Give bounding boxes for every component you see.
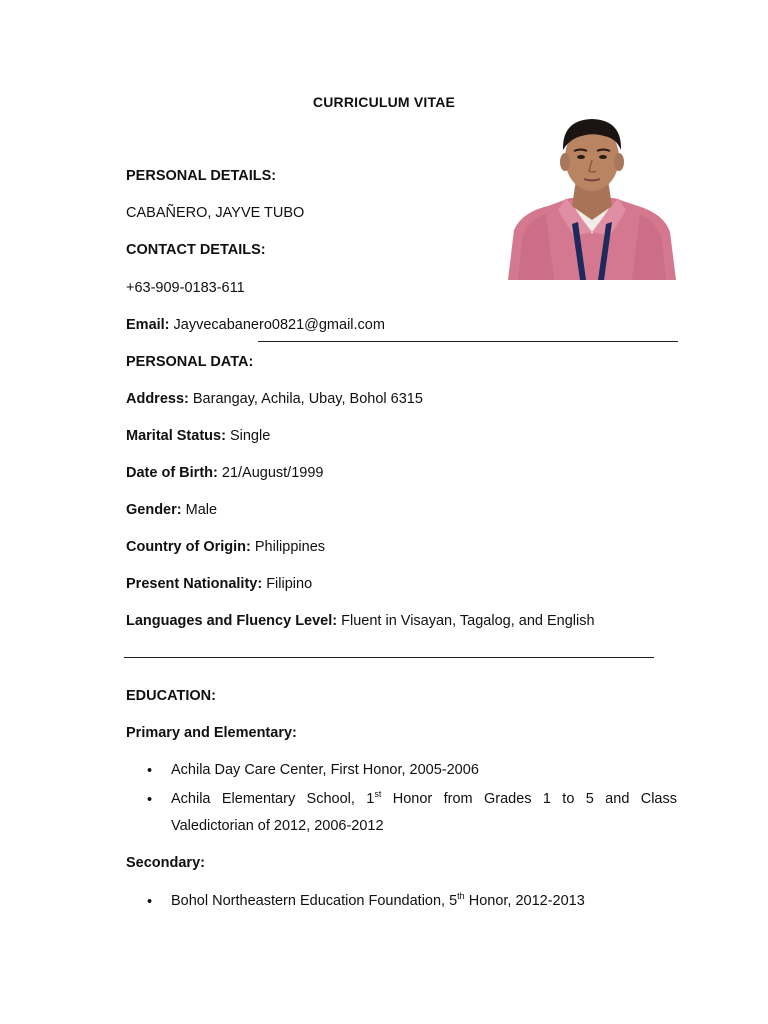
field-languages (126, 613, 595, 629)
ordinal-suffix: st (374, 789, 382, 800)
bullet-icon: • (147, 894, 153, 910)
field-value: 21/August/1999 (221, 465, 324, 481)
ordinal-suffix: th (457, 891, 465, 902)
field-value: Single (229, 428, 271, 444)
field-value: Filipino (266, 576, 313, 592)
field-value: Male (185, 502, 218, 518)
field-value: Fluent in Visayan, Tagalog, and English (341, 613, 595, 629)
list-item (147, 763, 677, 787)
bullet-icon: • (147, 792, 153, 808)
field-label: Gender: (126, 502, 182, 518)
field-label: Country of Origin: (126, 539, 251, 555)
list-item-text: Achila Day Care Center, First Honor, 2005-2006 (171, 762, 479, 778)
field-address (126, 391, 423, 407)
field-label: Marital Status: (126, 428, 226, 444)
field-value: Barangay, Achila, Ubay, Bohol 6315 (192, 391, 423, 407)
full-name: CABAÑERO, JAYVE TUBO (126, 205, 305, 221)
email-value[interactable]: Jayvecabanero0821@gmail.com (173, 317, 385, 333)
divider-line (258, 341, 678, 342)
document-title: CURRICULUM VITAE (312, 94, 456, 110)
field-value: Philippines (254, 539, 326, 555)
secondary-heading: Secondary: (126, 855, 205, 871)
contact-details-heading: CONTACT DETAILS: (126, 242, 266, 258)
list-item (147, 891, 677, 918)
primary-heading: Primary and Elementary: (126, 725, 297, 741)
list-item-text-part: Honor, 2012-2013 (464, 893, 585, 909)
applicant-photo (508, 110, 676, 280)
email-line (126, 317, 385, 333)
phone-number: +63-909-0183-611 (126, 280, 245, 296)
field-date-of-birth (126, 465, 323, 481)
list-item-text-part: Bohol Northeastern Education Foundation, 5 (171, 893, 458, 909)
list-item (147, 789, 677, 846)
applicant-portrait-image (508, 110, 676, 280)
email-label: Email: (126, 317, 170, 333)
field-marital-status (126, 428, 270, 444)
list-item-text (171, 786, 677, 840)
field-label: Date of Birth: (126, 465, 218, 481)
personal-details-heading: PERSONAL DETAILS: (126, 168, 277, 184)
divider-line (124, 657, 654, 658)
list-item-text-part: Honor from Grades 1 to 5 and Class Valedictorian of 2012, 2006-2012 (171, 791, 677, 834)
field-country-of-origin (126, 539, 325, 555)
education-heading: EDUCATION: (126, 688, 216, 704)
list-item-text (171, 888, 677, 915)
field-present-nationality (126, 576, 312, 592)
field-label: Languages and Fluency Level: (126, 613, 338, 629)
field-label: Address: (126, 391, 189, 407)
personal-data-heading: PERSONAL DATA: (126, 354, 254, 370)
list-item-text-part: Achila Elementary School, 1 (171, 791, 375, 807)
field-label: Present Nationality: (126, 576, 263, 592)
field-gender (126, 502, 217, 518)
bullet-icon: • (147, 763, 153, 779)
